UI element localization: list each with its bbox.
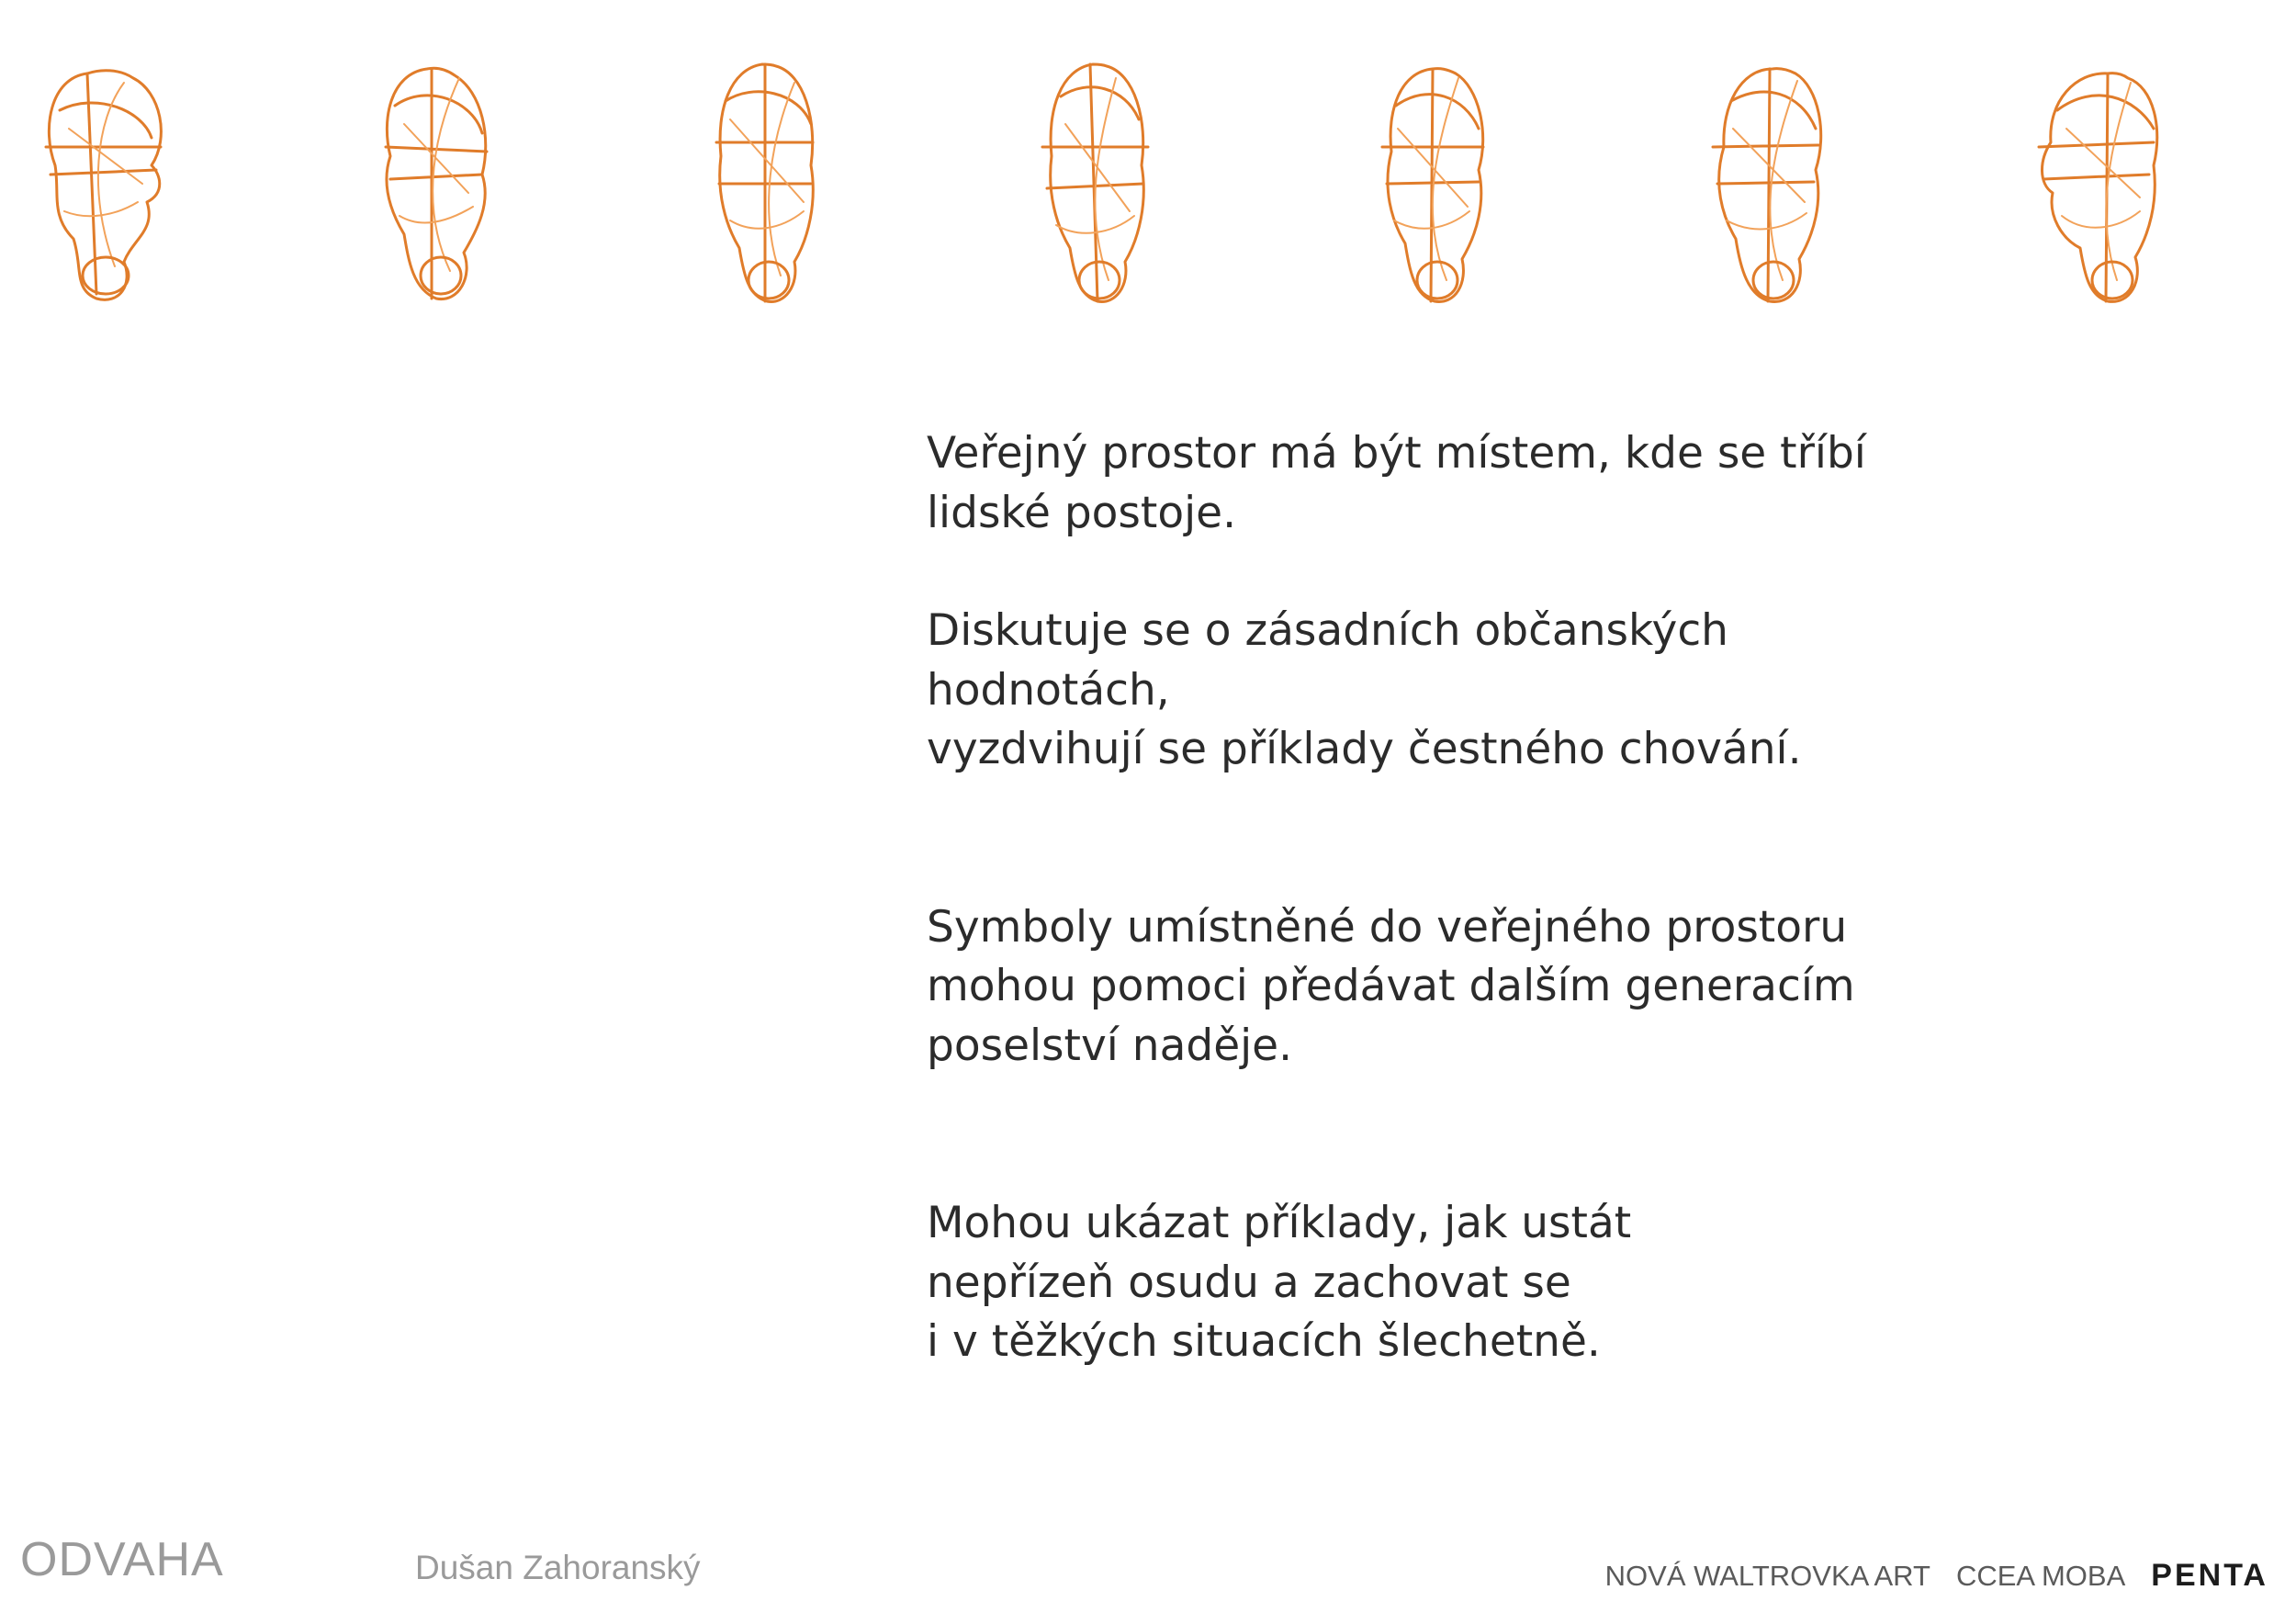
paragraph-civic-values: Diskutuje se o zásadních občanských hodnotách, vyzdvihují se příklady čestného chování. xyxy=(927,605,1802,774)
wire-head-sculpture-icon xyxy=(2025,55,2163,312)
partner-penta-logo: PENTA xyxy=(2151,1558,2268,1593)
partner-list xyxy=(1605,1558,2268,1594)
paragraph-public-space: Veřejný prostor má být místem, kde se tříbí lidské postoje. xyxy=(927,428,1866,538)
wire-head-sculpture-icon xyxy=(363,55,501,312)
project-title: ODVAHA xyxy=(20,1533,224,1586)
statement-text xyxy=(927,424,2029,1372)
paragraph-symbols: Symboly umístněné do veřejného prostoru mohou pomoci předávat dalším generacím poselství naděje. xyxy=(927,901,1855,1071)
wire-head-sculpture-icon xyxy=(1694,55,1832,312)
partner-nova-waltrovka: NOVÁ WALTROVKA ART xyxy=(1604,1560,1930,1592)
wire-head-sculpture-icon xyxy=(1024,55,1162,312)
wire-head-sculpture-icon xyxy=(693,55,831,312)
paragraph-examples: Mohou ukázat příklady, jak ustát nepřízeň osudu a zachovat se i v těžkých situacích šlechetně. xyxy=(927,1198,1632,1367)
wire-head-sculpture-icon xyxy=(32,55,170,312)
wire-head-sculpture-icon xyxy=(1359,55,1497,312)
sculpture-row xyxy=(0,0,2296,331)
partner-ccea-moba: CCEA MOBA xyxy=(1955,1560,2126,1592)
author-name: Dušan Zahoranský xyxy=(415,1549,701,1586)
